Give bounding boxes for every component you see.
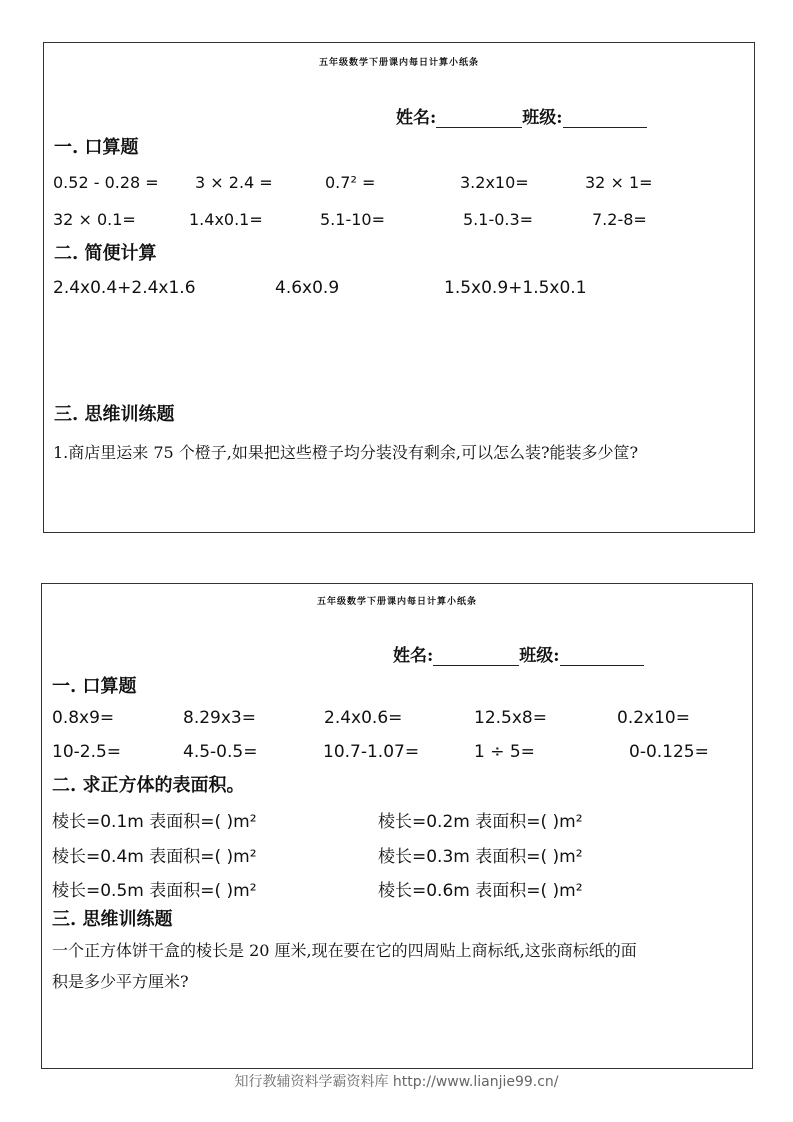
cube-item: 棱长=0.4m 表面积=( )m²: [52, 847, 257, 867]
cube-item: 棱长=0.2m 表面积=( )m²: [378, 812, 583, 832]
worksheet-card-2: [41, 583, 753, 1069]
oral-item: 8.29x3=: [183, 708, 256, 728]
oral-item: 0.8x9=: [52, 708, 115, 728]
oral-item: 0.2x10=: [617, 708, 690, 728]
section-oral-calc: 一. 口算题: [52, 676, 137, 697]
oral-item: 1 ÷ 5=: [474, 742, 535, 762]
oral-item: 0.52 - 0.28 =: [53, 173, 159, 192]
thinking-question-line1: 一个正方体饼干盒的棱长是 20 厘米,现在要在它的四周贴上商标纸,这张商标纸的面: [52, 941, 637, 960]
oral-item: 2.4x0.6=: [324, 708, 403, 728]
card-title: 五年级数学下册课内每日计算小纸条: [318, 58, 479, 68]
simple-item: 2.4x0.4+2.4x1.6: [53, 278, 196, 298]
oral-item: 10-2.5=: [52, 742, 122, 762]
oral-item: 1.4x0.1=: [189, 210, 263, 229]
oral-item: 12.5x8=: [474, 708, 547, 728]
name-label: 姓名:: [396, 108, 437, 128]
oral-item: 32 × 1=: [585, 173, 653, 192]
oral-item: 32 × 0.1=: [53, 210, 136, 229]
thinking-question-line2: 积是多少平方厘米?: [52, 972, 189, 991]
worksheet-card-1: [43, 42, 755, 533]
name-class-line: [393, 641, 644, 666]
simple-item: 4.6x0.9: [275, 278, 340, 298]
cube-item: 棱长=0.5m 表面积=( )m²: [52, 881, 257, 901]
oral-item: 4.5-0.5=: [183, 742, 258, 762]
oral-item: 0-0.125=: [629, 742, 709, 762]
name-blank[interactable]: [433, 647, 519, 666]
section-simple-calc: 二. 简便计算: [54, 243, 157, 264]
oral-item: 10.7-1.07=: [323, 742, 420, 762]
section-oral-calc: 一. 口算题: [54, 137, 139, 158]
footer-watermark: 知行教辅资料学霸资料库 http://www.lianjie99.cn/: [234, 1074, 559, 1090]
thinking-question: 1.商店里运来 75 个橙子,如果把这些橙子均分装没有剩余,可以怎么装?能装多少筐?: [53, 443, 639, 462]
oral-item: 5.1-0.3=: [463, 210, 534, 229]
cube-item: 棱长=0.3m 表面积=( )m²: [378, 847, 583, 867]
class-label: 班级:: [519, 646, 560, 666]
oral-item: 7.2-8=: [592, 210, 647, 229]
card-title: 五年级数学下册课内每日计算小纸条: [316, 597, 477, 607]
class-blank[interactable]: [560, 647, 644, 666]
cube-item: 棱长=0.6m 表面积=( )m²: [378, 881, 583, 901]
class-label: 班级:: [522, 108, 563, 128]
oral-item: 0.7² =: [325, 173, 376, 192]
section-cube-area: 二. 求正方体的表面积。: [52, 775, 245, 796]
section-thinking: 三. 思维训练题: [54, 404, 175, 425]
class-blank[interactable]: [563, 109, 647, 128]
cube-item: 棱长=0.1m 表面积=( )m²: [52, 812, 257, 832]
name-class-line: [396, 103, 647, 128]
oral-item: 5.1-10=: [320, 210, 385, 229]
simple-item: 1.5x0.9+1.5x0.1: [444, 278, 587, 298]
name-label: 姓名:: [393, 646, 434, 666]
oral-item: 3.2x10=: [460, 173, 529, 192]
oral-item: 3 × 2.4 =: [195, 173, 273, 192]
name-blank[interactable]: [436, 109, 522, 128]
section-thinking: 三. 思维训练题: [52, 909, 173, 930]
